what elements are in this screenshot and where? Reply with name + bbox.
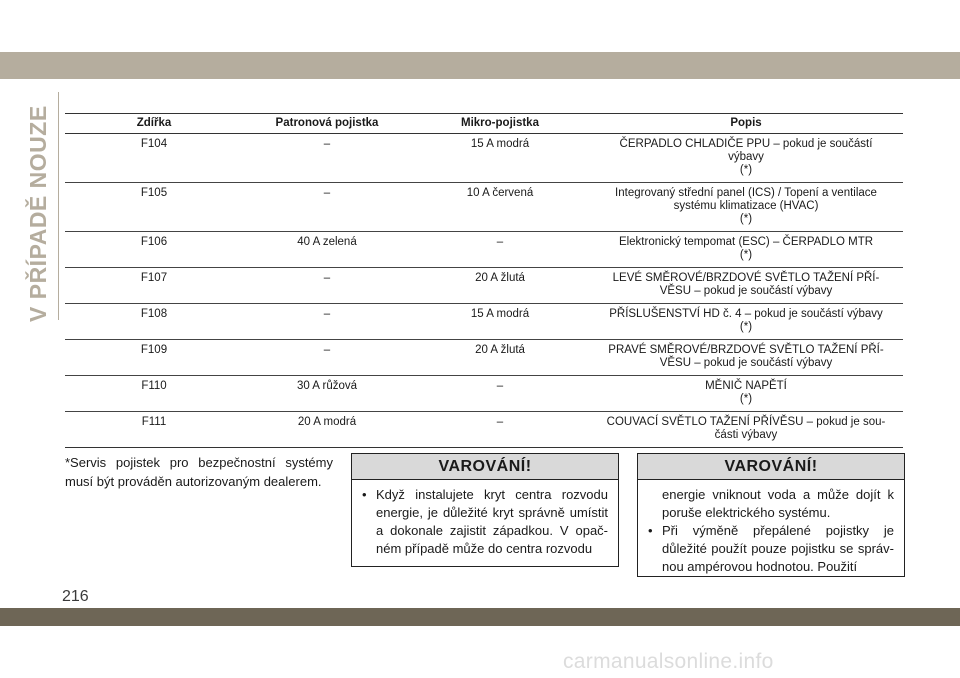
warning-title: VAROVÁNÍ! xyxy=(352,454,618,480)
cell-micro: – xyxy=(411,232,589,268)
cell-slot: F110 xyxy=(65,376,243,412)
header-cartridge: Patronová pojistka xyxy=(243,114,411,134)
desc-line: systému klimatizace (HVAC) xyxy=(673,200,819,212)
cell-cartridge: – xyxy=(243,134,411,183)
service-note: *Servis pojistek pro bezpečnostní systémy musí být prováděn autorizovaným dealerem. xyxy=(65,455,333,489)
desc-line: MĚNIČ NAPĚTÍ xyxy=(705,380,787,392)
desc-line: ČERPADLO CHLADIČE PPU – pokud je součástí xyxy=(619,138,873,150)
cell-slot: F106 xyxy=(65,232,243,268)
cell-micro: 15 A modrá xyxy=(411,134,589,183)
table-header-row xyxy=(65,114,903,134)
desc-line: COUVACÍ SVĚTLO TAŽENÍ PŘÍVĚSU – pokud je sou- xyxy=(606,416,886,428)
cell-cartridge: – xyxy=(243,304,411,340)
section-title: V PŘÍPADĚ NOUZE xyxy=(25,105,51,322)
cell-description xyxy=(589,376,903,412)
cell-description xyxy=(589,134,903,183)
cell-description xyxy=(589,183,903,232)
desc-line: (*) xyxy=(739,249,753,261)
warning-title: VAROVÁNÍ! xyxy=(638,454,904,480)
cell-cartridge: 30 A růžová xyxy=(243,376,411,412)
cell-slot: F104 xyxy=(65,134,243,183)
cell-micro: – xyxy=(411,412,589,448)
desc-line: VĚSU – pokud je součástí výbavy xyxy=(659,357,833,369)
cell-description xyxy=(589,232,903,268)
desc-line: Integrovaný střední panel (ICS) / Topení a ventilace xyxy=(615,187,877,199)
header-micro: Mikro-pojistka xyxy=(411,114,589,134)
desc-line: Elektronický tempomat (ESC) – ČERPADLO MTR xyxy=(618,236,874,248)
cell-cartridge: – xyxy=(243,340,411,376)
cell-slot: F111 xyxy=(65,412,243,448)
desc-line: PRAVÉ SMĚROVÉ/BRZDOVÉ SVĚTLO TAŽENÍ PŘÍ- xyxy=(608,344,884,356)
desc-line: (*) xyxy=(739,164,753,176)
table-row xyxy=(65,268,903,304)
cell-cartridge: – xyxy=(243,183,411,232)
page-number: 216 xyxy=(62,588,89,605)
cell-description xyxy=(589,412,903,448)
cell-cartridge: 40 A zelená xyxy=(243,232,411,268)
desc-line: části výbavy xyxy=(714,429,778,441)
cell-description xyxy=(589,304,903,340)
table-row xyxy=(65,340,903,376)
warning-text: Když instalujete kryt centra rozvodu energie, je důležité kryt správně umístit a dokonale zajistit západkou. V opač-ném případě může do centra rozvodu xyxy=(376,487,608,556)
section-divider xyxy=(58,92,59,320)
footer-band xyxy=(0,608,960,626)
cell-micro: 10 A červená xyxy=(411,183,589,232)
cell-cartridge: – xyxy=(243,268,411,304)
cell-slot: F105 xyxy=(65,183,243,232)
header-description: Popis xyxy=(589,114,903,134)
cell-description xyxy=(589,340,903,376)
table-row xyxy=(65,134,903,183)
warning-continuation: energie vniknout voda a může dojít k poruše elektrického systému. xyxy=(662,487,894,520)
header-slot: Zdířka xyxy=(65,114,243,134)
bullet-marker: • xyxy=(362,487,367,502)
desc-line: LEVÉ SMĚROVÉ/BRZDOVÉ SVĚTLO TAŽENÍ PŘÍ- xyxy=(612,272,880,284)
warning-box-right xyxy=(637,453,905,577)
bullet-marker: • xyxy=(648,523,653,538)
table-row xyxy=(65,304,903,340)
cell-description xyxy=(589,268,903,304)
warning-body xyxy=(352,480,618,562)
cell-micro: – xyxy=(411,376,589,412)
cell-micro: 15 A modrá xyxy=(411,304,589,340)
desc-line: PŘÍSLUŠENSTVÍ HD č. 4 – pokud je součástí výbavy xyxy=(609,308,883,320)
desc-line: (*) xyxy=(739,213,753,225)
table-row xyxy=(65,376,903,412)
warning-body xyxy=(638,480,904,577)
warning-bullet-item xyxy=(362,486,608,558)
cell-micro: 20 A žlutá xyxy=(411,268,589,304)
desc-line: (*) xyxy=(739,321,753,333)
table-row xyxy=(65,412,903,448)
warning-text: Při výměně přepálené pojistky je důležité použít pouze pojistku se správ-nou ampérovou hodnotou. Použití xyxy=(662,523,894,574)
table-row xyxy=(65,183,903,232)
fuse-table xyxy=(65,113,903,448)
cell-cartridge: 20 A modrá xyxy=(243,412,411,448)
header-band xyxy=(0,52,960,79)
cell-micro: 20 A žlutá xyxy=(411,340,589,376)
watermark: carmanualsonline.info xyxy=(563,650,774,673)
warning-bullet-item xyxy=(648,522,894,576)
cell-slot: F107 xyxy=(65,268,243,304)
cell-slot: F108 xyxy=(65,304,243,340)
desc-line: výbavy xyxy=(728,151,764,163)
warning-box-left xyxy=(351,453,619,567)
desc-line: (*) xyxy=(739,393,753,405)
cell-slot: F109 xyxy=(65,340,243,376)
table-row xyxy=(65,232,903,268)
desc-line: VĚSU – pokud je součástí výbavy xyxy=(659,285,833,297)
